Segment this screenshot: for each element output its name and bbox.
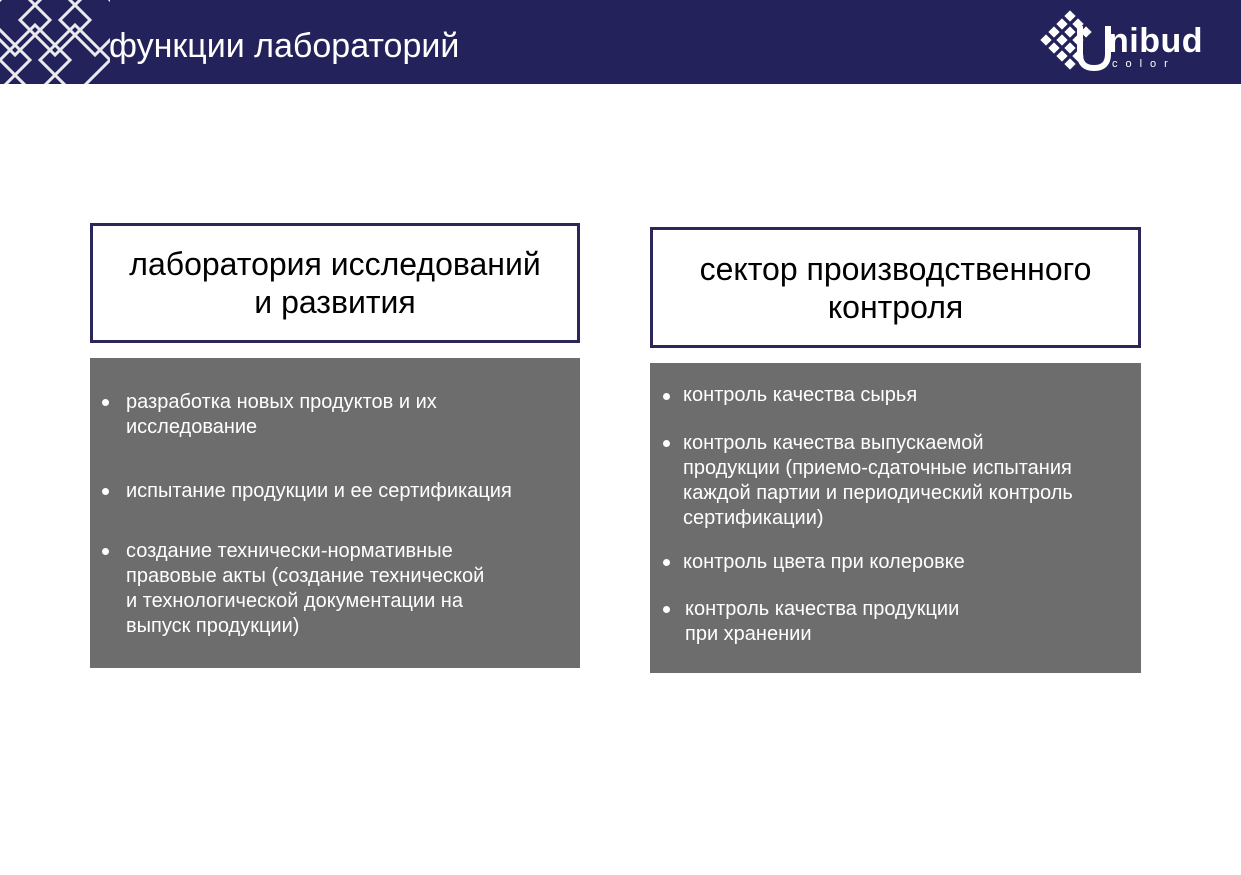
list-item-text: контроль качества выпускаемой bbox=[683, 432, 984, 454]
list-item-text: выпуск продукции) bbox=[126, 615, 300, 637]
list-item-text: контроль качества сырья bbox=[683, 384, 918, 406]
column-title-production-control bbox=[650, 227, 1141, 348]
bullet-icon bbox=[102, 399, 109, 406]
logo bbox=[1040, 10, 1210, 74]
column-title-line: и развития bbox=[254, 284, 416, 320]
list-item-text: исследование bbox=[126, 416, 258, 438]
list-item-text: испытание продукции и ее сертификация bbox=[126, 480, 512, 502]
list-item-text: правовые акты (создание технической bbox=[126, 565, 485, 587]
list-item-text: при хранении bbox=[685, 623, 812, 645]
bullet-icon bbox=[102, 488, 109, 495]
list-item-text: создание технически-нормативные bbox=[126, 540, 453, 562]
logo-wordmark: nibud bbox=[1108, 22, 1204, 60]
bullet-icon bbox=[102, 548, 109, 555]
panel-research-functions bbox=[90, 358, 580, 668]
column-title-line: сектор производственного bbox=[699, 250, 1092, 287]
column-title-line: лаборатория исследований bbox=[129, 246, 541, 282]
bullet-icon bbox=[663, 559, 670, 566]
bullet-icon bbox=[663, 393, 670, 400]
list-item-text: разработка новых продуктов и их bbox=[126, 391, 437, 413]
list-item-text: продукции (приемо-сдаточные испытания bbox=[683, 457, 1072, 479]
list-item-text: и технологической документации на bbox=[126, 590, 463, 612]
header-bar bbox=[0, 0, 1241, 84]
panel-production-control-functions bbox=[650, 363, 1141, 673]
column-title-line: контроля bbox=[827, 288, 964, 325]
list-item-text: сертификации) bbox=[683, 507, 824, 529]
bullet-icon bbox=[663, 606, 670, 613]
page-title: функции лабораторий bbox=[109, 27, 460, 65]
list-item-text: контроль качества продукции bbox=[685, 598, 960, 620]
bullet-icon bbox=[663, 440, 670, 447]
logo-subtitle: color bbox=[1112, 58, 1176, 70]
column-title-research bbox=[90, 223, 580, 343]
diamond-pattern-icon bbox=[0, 0, 110, 84]
list-item-text: каждой партии и периодический контроль bbox=[683, 482, 1073, 504]
list-item-text: контроль цвета при колеровке bbox=[683, 551, 965, 573]
